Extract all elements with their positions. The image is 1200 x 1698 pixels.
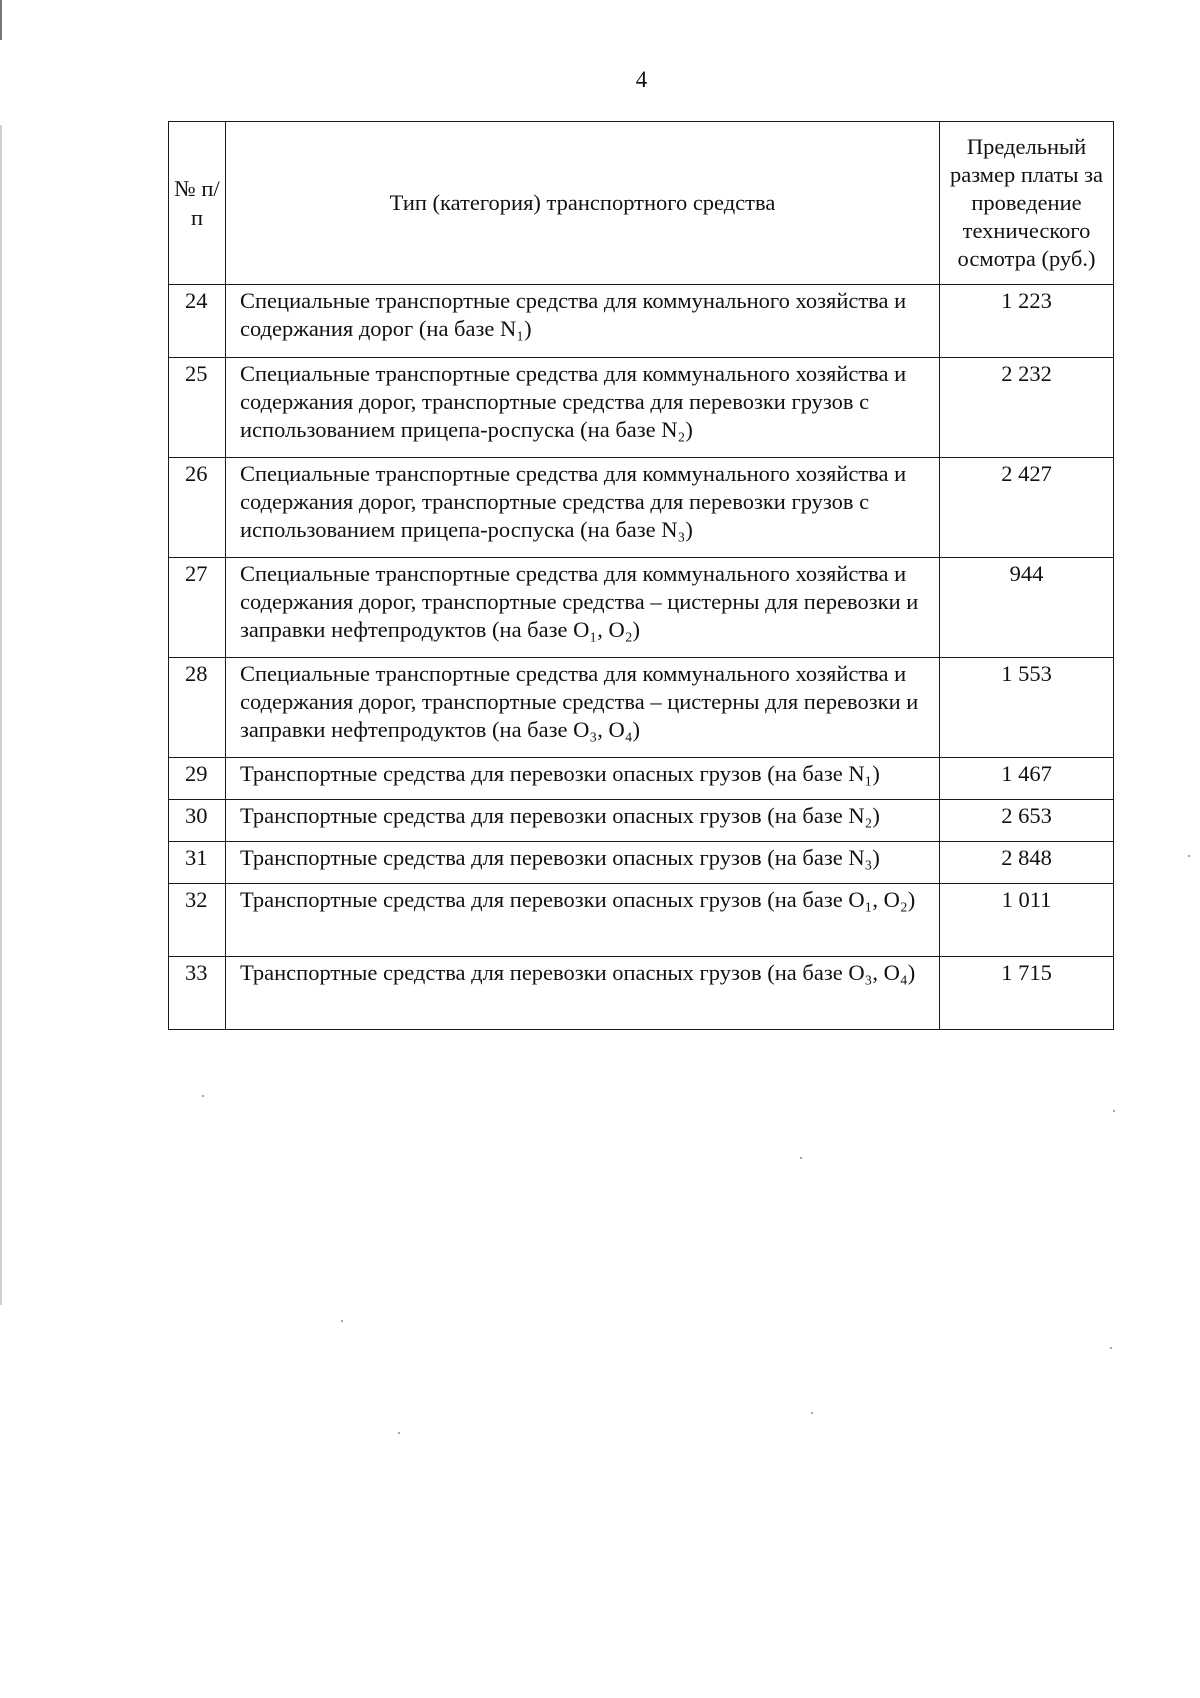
row-vehicle-type: Специальные транспортные средства для коммунального хозяйства и содержания дорог, транспортные средства для перевозки грузов с использованием прицепа-роспуска (на базе N₃) [226, 458, 940, 558]
table-row [169, 842, 1114, 884]
table-row [169, 758, 1114, 800]
row-fee: 2 232 [940, 358, 1114, 458]
table-row [169, 658, 1114, 758]
table-row [169, 800, 1114, 842]
row-fee: 1 715 [940, 957, 1114, 1030]
row-number: 25 [169, 358, 226, 458]
header-max-fee: Предельный размер платы за проведение технического осмотра (руб.) [940, 122, 1114, 285]
table-row [169, 458, 1114, 558]
row-number: 30 [169, 800, 226, 842]
header-number: № п/п [169, 122, 226, 285]
scan-speck [1188, 855, 1190, 857]
row-number: 29 [169, 758, 226, 800]
inspection-fee-table [168, 121, 1114, 1030]
row-number: 28 [169, 658, 226, 758]
scan-speck [1110, 1347, 1112, 1349]
row-vehicle-type: Специальные транспортные средства для коммунального хозяйства и содержания дорог, транспортные средства для перевозки грузов с использованием прицепа-роспуска (на базе N₂) [226, 358, 940, 458]
row-vehicle-type: Транспортные средства для перевозки опасных грузов (на базе N₁) [226, 758, 940, 800]
scan-edge-line [0, 125, 2, 1305]
row-number: 27 [169, 558, 226, 658]
row-number: 26 [169, 458, 226, 558]
row-fee: 1 467 [940, 758, 1114, 800]
scan-speck [341, 1320, 343, 1322]
table-row [169, 957, 1114, 1030]
table-row [169, 285, 1114, 358]
row-fee: 2 848 [940, 842, 1114, 884]
row-fee: 2 427 [940, 458, 1114, 558]
row-number: 24 [169, 285, 226, 358]
page-number: 4 [635, 67, 648, 92]
row-vehicle-type: Транспортные средства для перевозки опасных грузов (на базе N₃) [226, 842, 940, 884]
scan-speck [800, 1157, 802, 1159]
scan-speck [811, 1412, 813, 1414]
scan-speck [1113, 1110, 1115, 1112]
row-fee: 1 553 [940, 658, 1114, 758]
row-vehicle-type: Транспортные средства для перевозки опасных грузов (на базе O₃, O₄) [226, 957, 940, 1030]
row-vehicle-type: Специальные транспортные средства для коммунального хозяйства и содержания дорог (на базе N₁) [226, 285, 940, 358]
row-vehicle-type: Специальные транспортные средства для коммунального хозяйства и содержания дорог, транспортные средства – цистерны для перевозки и заправки нефтепродуктов (на базе O₁, O₂) [226, 558, 940, 658]
row-vehicle-type: Специальные транспортные средства для коммунального хозяйства и содержания дорог, транспортные средства – цистерны для перевозки и заправки нефтепродуктов (на базе O₃, O₄) [226, 658, 940, 758]
scan-speck [202, 1095, 204, 1097]
row-number: 31 [169, 842, 226, 884]
row-vehicle-type: Транспортные средства для перевозки опасных грузов (на базе O₁, O₂) [226, 884, 940, 957]
table-row [169, 558, 1114, 658]
scan-edge-mark [0, 0, 2, 40]
row-fee: 1 011 [940, 884, 1114, 957]
row-fee: 1 223 [940, 285, 1114, 358]
row-number: 33 [169, 957, 226, 1030]
scan-speck [398, 1432, 400, 1434]
row-fee: 2 653 [940, 800, 1114, 842]
row-fee: 944 [940, 558, 1114, 658]
table-row [169, 358, 1114, 458]
table-header-row [169, 122, 1114, 285]
row-number: 32 [169, 884, 226, 957]
table-row [169, 884, 1114, 957]
header-vehicle-type: Тип (категория) транспортного средства [226, 122, 940, 285]
row-vehicle-type: Транспортные средства для перевозки опасных грузов (на базе N₂) [226, 800, 940, 842]
